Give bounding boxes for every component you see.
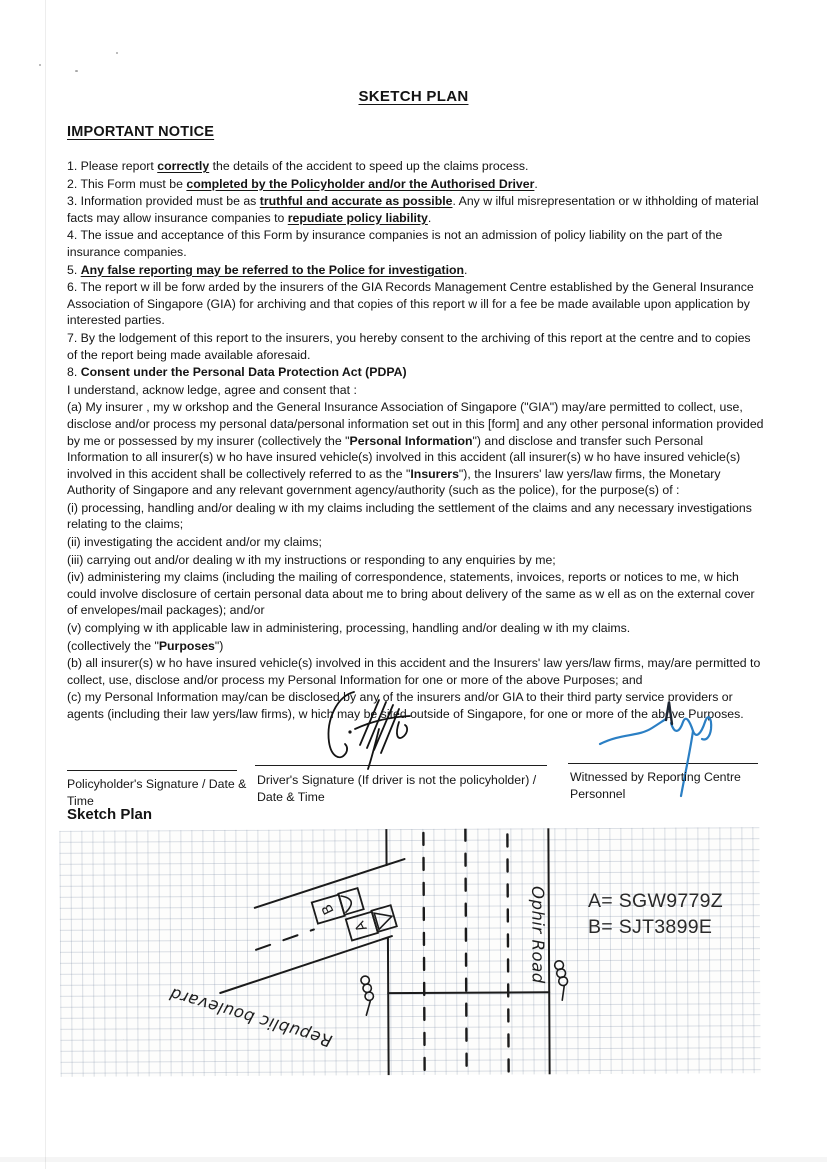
policyholder-signature-label: Policyholder's Signature / Date & Time: [67, 777, 247, 808]
vehicle-a-letter: A: [352, 918, 371, 935]
vehicle-legend: [588, 888, 723, 940]
notice-paragraph: (ii) investigating the accident and/or my claims;: [67, 535, 322, 550]
ophir-road-right-edge: [548, 828, 549, 1074]
scan-speck: [75, 70, 78, 72]
notice-paragraph: 7. By the lodgement of this report to the insurers, you hereby consent to the archiving of this report at the centre and to copies of the report being made available aforesaid.: [67, 330, 751, 362]
republic-boulevard-label: Republic boulevard: [167, 984, 335, 1051]
notice-paragraph: 4. The issue and acceptance of this Form by insurance companies is not an admission of policy liability on the part of the insurance companies.: [67, 228, 723, 259]
notice-paragraph: 8. Consent under the Personal Data Protection Act (PDPA): [67, 365, 407, 380]
notice-paragraphs: [67, 158, 764, 724]
vehicle-b-letter: B: [318, 901, 338, 917]
sketch-plan-heading: Sketch Plan: [67, 806, 153, 823]
republic-boulevard-centre-dash: [256, 930, 314, 950]
policyholder-signature-line: [67, 770, 237, 771]
notice-paragraph: (b) all insurer(s) w ho have insured vehicle(s) involved in this accident and the Insurers' law yers/law firms, may/are permitted to collect, use, disclose and/or process my Personal Information for one or more of the above Purposes; and: [67, 656, 761, 687]
sketch-drawing: [59, 827, 760, 1077]
traffic-light-icon: [555, 961, 568, 1000]
vehicle-b-plate: B= SJT3899E: [588, 916, 713, 938]
scan-speck: [39, 64, 41, 66]
page-title: SKETCH PLAN: [358, 88, 469, 105]
notice-paragraph: (a) My insurer , my w orkshop and the General Insurance Association of Singapore ("GIA") may/are permitted to collect, use, disclose and/or process my personal data/personal information set out in this [form] and any other personal information provided by me or possessed by my insurer (collectively the "Personal Information") and disclose and transfer such Personal Information to all insurer(s) w ho have insured vehicle(s) involved in this accident (all insurer(s) w ho have insured vehicle(s) involved in this accident shall be collectively referred to as the "Insurers"), the Insurers' law yers/law firms, the Monetary Authority of Singapore and any relevant government agency/authority (such as the police), for the purpose(s) of :: [67, 400, 764, 498]
notice-paragraph: (i) processing, handling and/or dealing w ith my claims including the settlement of the claims and any necessary investigations relating to the claims;: [67, 500, 752, 532]
notice-paragraph: 6. The report w ill be forw arded by the insurers of the GIA Records Management Centre established by the General Insurance Association of Singapore (GIA) for archiving and that copies of this report w ill for a fee be made available upon application by interested parties.: [67, 280, 754, 328]
notice-paragraph: 5. Any false reporting may be referred to the Police for investigation.: [67, 262, 468, 277]
republic-boulevard-upper-edge: [255, 859, 405, 908]
notice-paragraph: 3. Information provided must be as truthful and accurate as possible. Any w ilful misrepresentation or w ithholding of material facts may allow insurance companies to repudiate policy liability.: [67, 194, 759, 225]
notice-paragraph: (c) my Personal Information may/can be disclosed by any of the insurers and/or GIA to their third party service providers or agents (including their law yers/law firms), w hich may be sited outside of Singapore, for one or more of the above Purposes.: [67, 690, 744, 721]
notice-paragraph: 1. Please report correctly the details of the accident to speed up the claims process.: [67, 159, 529, 173]
vehicle-a-plate: A= SGW9779Z: [588, 890, 723, 912]
notice-paragraph: (collectively the "Purposes"): [67, 638, 224, 653]
junction-stop-line: [388, 992, 549, 993]
notice-paragraph: I understand, acknow ledge, agree and consent that :: [67, 382, 357, 397]
notice-paragraph: (iv) administering my claims (including the mailing of correspondence, statements, invoices, reports or notices to me, w hich could involve disclosure of certain personal data about me to bring about delivery of the same as w ell as on the external cover of envelopes/mail packages); and/or: [67, 570, 755, 618]
witness-signature-label: Witnessed by Reporting Centre Personnel: [570, 770, 741, 801]
scan-speck: [116, 52, 118, 54]
witness-signature-line: [568, 763, 758, 764]
driver-signature-line: [255, 765, 547, 766]
ophir-road-label: Ophir Road: [528, 885, 548, 984]
ophir-road-left-edge-lower: [388, 938, 389, 1075]
ophir-road-lane-dashes: [423, 828, 508, 1074]
important-notice-heading: IMPORTANT NOTICE: [67, 124, 215, 140]
scan-edge-line: [45, 0, 46, 1169]
notice-paragraph: (v) complying w ith applicable law in administering, processing, handling and/or dealing w ith my claims.: [67, 621, 631, 636]
notice-paragraph: (iii) carrying out and/or dealing w ith my instructions or responding to any enquiries by me;: [67, 552, 556, 567]
vehicle-b: [311, 888, 364, 924]
scan-smudge: [0, 1157, 827, 1162]
vehicle-a: [346, 905, 398, 940]
traffic-light-icon: [361, 976, 374, 1015]
notice-paragraph: 2. This Form must be completed by the Policyholder and/or the Authorised Driver.: [67, 176, 538, 191]
sketch-graph-paper: [59, 827, 760, 1077]
driver-signature-label: Driver's Signature (If driver is not the policyholder) / Date & Time: [257, 773, 537, 804]
